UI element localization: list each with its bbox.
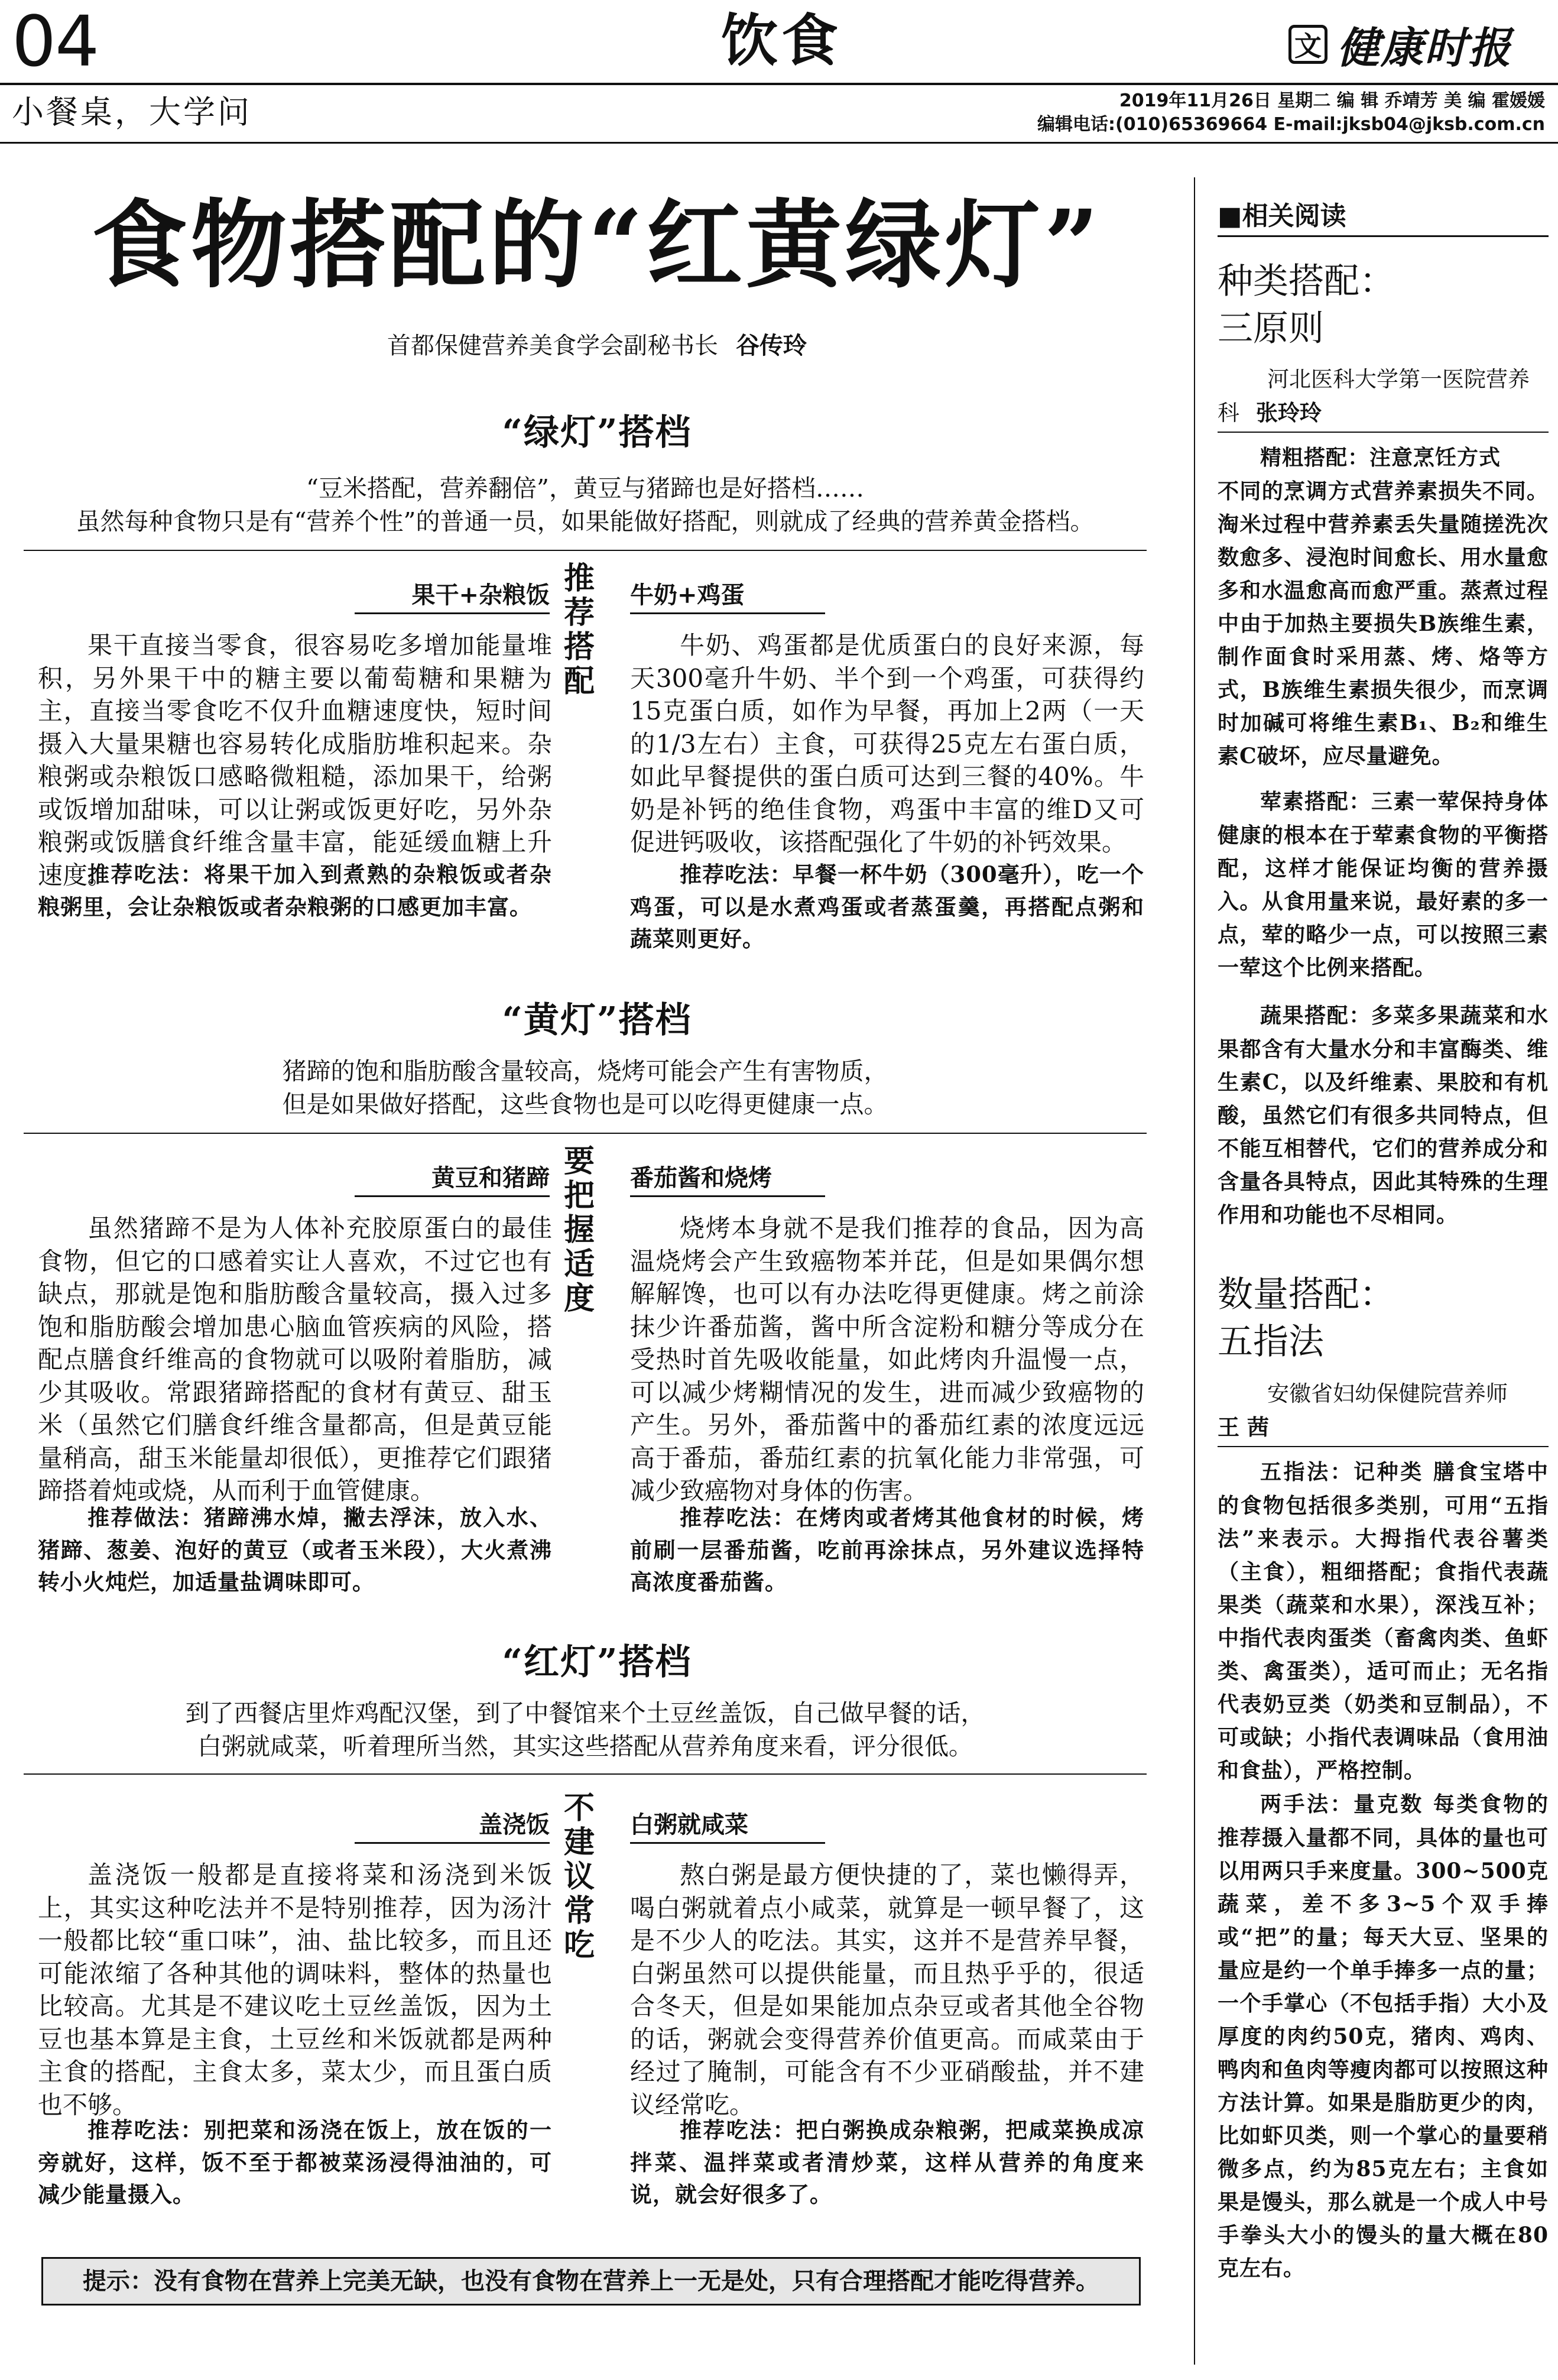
red-left-tip-label: 推荐吃法：: [87, 2118, 204, 2143]
section-name: 饮食: [721, 7, 842, 74]
green-left-tip-label: 推荐吃法：: [87, 862, 204, 887]
sidebar-part2-heading-line2: 五指法: [1218, 1321, 1324, 1363]
green-right-tip-text: 早餐一杯牛奶（300毫升），吃一个鸡蛋，可以是水煮鸡蛋或者蒸蛋羹，再搭配点粥和蔬菜则更好。: [630, 861, 1145, 952]
red-right-heading: 白粥就咸菜: [630, 1811, 748, 1838]
yellow-left-heading: 黄豆和猪蹄: [431, 1164, 550, 1192]
yellow-left-tip-text: 猪蹄沸水焯，撇去浮沫，放入水、猪蹄、葱姜、泡好的黄豆（或者玉米段），大火煮沸转小火炖烂，加适量盐调味即可。: [38, 1504, 553, 1595]
logo-mark-icon: 文: [1288, 25, 1327, 64]
green-recommend-tag: [558, 562, 601, 699]
sidebar-part1-p3: [1218, 999, 1549, 1231]
red-left-heading-rule: [355, 1842, 550, 1844]
red-right-heading-rule: [630, 1842, 825, 1844]
sidebar-part1-heading-line1: 种类搭配：: [1218, 261, 1395, 302]
red-left-body: 盖浇饭一般都是直接将菜和汤浇到米饭上，其实这种吃法并不是特别推荐，因为汤汁一般都比较“重口味”，油、盐比较多，而且还可能浓缩了各种其他的调味料，整体的热量也比较高。尤其是不建议吃土豆丝盖饭，因为土豆也基本算是主食，土豆丝和米饭就都是两种主食的搭配，主食太多，菜太少，而且蛋白质也不够。: [38, 1860, 552, 2119]
red-not-recommended-tag: [558, 1791, 601, 1963]
sidebar-title-rule: [1218, 235, 1549, 237]
red-right-body: 熬白粥是最方便快捷的了，菜也懒得弄，喝白粥就着点小咸菜，就算是一顿早餐了，这是不少人的吃法。其实，这并不是营养早餐，白粥虽然可以提供能量，而且热乎乎的，很适合冬天，但是如果能加点杂豆或者其他全谷物的话，粥就会变得营养价值更高。而咸菜由于经过了腌制，可能含有不少亚硝酸盐，并不建议经常吃。: [630, 1860, 1144, 2119]
green-right-heading-rule: [630, 612, 825, 614]
yellow-left-tip-label: 推荐做法：: [87, 1505, 204, 1531]
sidebar-divider: [1194, 177, 1195, 2365]
header-divider: [0, 142, 1558, 144]
sidebar-part2-heading: [1218, 1271, 1549, 1366]
article-byline: [59, 330, 1135, 362]
red-section-title: “红灯”搭档: [502, 1642, 692, 1683]
green-left-tip: [38, 858, 552, 923]
yellow-intro-line-2: 但是如果做好搭配，这些食物也是可以吃得更健康一点。: [282, 1090, 888, 1118]
green-left-heading-rule: [355, 612, 550, 614]
green-left-body: 果干直接当零食，很容易吃多增加能量堆积，另外果干中的糖主要以葡萄糖和果糖为主，直接当零食吃不仅升血糖速度快，短时间摄入大量果糖也容易转化成脂肪堆积起来。杂粮粥或杂粮饭口感略微粗糙，添加果干，给粥或饭增加甜味，可以让粥或饭更好吃，另外杂粮粥或饭膳食纤维含量丰富，能延缓血糖上升速度。: [38, 631, 552, 890]
green-section-title: “绿灯”搭档: [502, 412, 692, 453]
yellow-moderation-tag: [558, 1144, 601, 1316]
green-intro-line-2: 虽然每种食物只是有“营养个性”的普通一员，如果能做好搭配，则就成了经典的营养黄金搭档。: [76, 507, 1095, 536]
byline-name: 谷传玲: [736, 332, 807, 359]
yellow-left-body: 虽然猪蹄不是为人体补充胶原蛋白的最佳食物，但它的口感着实让人喜欢，不过它也有缺点，那就是饱和脂肪酸含量较高，摄入过多饱和脂肪酸会增加患心脑血管疾病的风险，搭配点膳食纤维高的食物就可以吸附着脂肪，减少其吸收。常跟猪蹄搭配的食材有黄豆、甜玉米（虽然它们膳食纤维含量都高，但是黄豆能量稍高，甜玉米能量却很低），更推荐它们跟猪蹄搭着炖或烧，从而利于血管健康。: [38, 1214, 552, 1505]
sidebar-part1-author-org: 河北医科大学第一医院营养科: [1218, 367, 1530, 426]
sidebar-part2-author-name: 王 茜: [1218, 1414, 1269, 1440]
sidebar-part2-p2-text: 每类食物的推荐摄入量都不同，具体的量也可以用两只手来度量。300~500克蔬菜，差不多3~5个双手捧或“把”的量；每天大豆、坚果的量应是约一个单手捧多一点的量；一个手掌心（不包括手指）大小及厚度的肉约50克，猪肉、鸡肉、鸭肉和鱼肉等瘦肉都可以按照这种方法计算。如果是脂肪更少的肉，比如虾贝类，则一个掌心的量要稍微多点，约为85克左右；主食如果是馒头，那么就是一个成人中号手拳头大小的馒头的量大概在80克左右。: [1218, 1792, 1549, 2281]
red-right-tip: [630, 2114, 1144, 2210]
red-left-heading: 盖浇饭: [479, 1811, 550, 1838]
red-section-rule: [24, 1773, 1147, 1775]
red-right-tip-label: 推荐吃法：: [680, 2118, 796, 2143]
yellow-right-tip-label: 推荐吃法：: [680, 1505, 796, 1531]
red-tag-text: 不建议常吃: [563, 1790, 595, 1963]
sidebar-part1-heading-line2: 三原则: [1218, 308, 1324, 349]
green-right-heading: 牛奶+鸡蛋: [630, 581, 745, 609]
phone-line: 编辑电话:(010)65369664 E-mail:jksb04@jksb.com.cn: [1037, 114, 1545, 135]
byline-title: 首都保健营养美食学会副秘书长: [387, 332, 718, 359]
yellow-right-tip: [630, 1502, 1144, 1598]
green-right-tip: [630, 858, 1144, 955]
red-left-tip-text: 别把菜和汤浇在饭上，放在饭的一旁就好，这样，饭不至于都被菜汤浸得油油的，可减少能量摄入。: [38, 2117, 553, 2207]
yellow-intro-line-1: 猪蹄的饱和脂肪酸含量较高，烧烤可能会产生有害物质，: [282, 1057, 888, 1085]
sidebar-part1-p2-text: 保持身体健康的根本在于荤素食物的平衡搭配，这样才能保证均衡的营养摄入。从食用量来说，最好素的多一点，荤的略少一点，可以按照三素一荤这个比例来搭配。: [1218, 789, 1549, 980]
sidebar-part2-p2: [1218, 1788, 1549, 2285]
sidebar-part2-author: [1218, 1377, 1549, 1444]
yellow-section-title: “黄灯”搭档: [502, 1000, 692, 1041]
yellow-right-body: 烧烤本身就不是我们推荐的食品，因为高温烧烤会产生致癌物苯并芘，但是如果偶尔想解解馋，也可以有办法吃得更健康。烤之前涂抹少许番茄酱，酱中所含淀粉和糖分等成分在受热时首先吸收能量，如此烤肉升温慢一点，可以减少烤糊情况的发生，进而减少致癌物的产生。另外，番茄酱中的番茄红素的浓度远远高于番茄，番茄红素的抗氧化能力非常强，可减少致癌物对身体的伤害。: [630, 1214, 1144, 1505]
green-intro-line-1: “豆米搭配，营养翻倍”，黄豆与猪蹄也是好搭档……: [306, 474, 864, 502]
logo-text: 健康时报: [1337, 22, 1512, 73]
red-left-tip: [38, 2114, 552, 2210]
red-intro-line-1: 到了西餐店里炸鸡配汉堡，到了中餐馆来个土豆丝盖饭，自己做早餐的话，: [185, 1699, 985, 1727]
yellow-left-heading-rule: [355, 1195, 550, 1197]
sidebar-part1-p2: [1218, 785, 1549, 984]
sidebar-part1-p3-text: 蔬菜和水果都含有大量水分和丰富酶类、维生素C，以及纤维素、果胶和有机酸，虽然它们有很多共同特点，但不能互相替代，它们的营养成分和含量各具特点，因此其特殊的生理作用和功能也不尽相同。: [1218, 1003, 1549, 1227]
sidebar-part2-heading-line1: 数量搭配：: [1218, 1274, 1395, 1315]
yellow-right-tip-text: 在烤肉或者烤其他食材的时候，烤前刷一层番茄酱，吃前再涂抹点，另外建议选择特高浓度番茄酱。: [630, 1504, 1145, 1595]
green-right-tip-label: 推荐吃法：: [680, 862, 793, 887]
green-left-tip-text: 将果干加入到煮熟的杂粮饭或者杂粮粥里，会让杂粮饭或者杂粮粥的口感更加丰富。: [38, 861, 553, 920]
bottom-tip-box: 提示：没有食物在营养上完美无缺，也没有食物在营养上一无是处，只有合理搭配才能吃得营养。: [41, 2257, 1141, 2306]
green-section-rule: [24, 550, 1147, 551]
sidebar-part2-p1: [1218, 1455, 1549, 1787]
newspaper-logo: [1288, 18, 1549, 71]
sidebar-part2-p1-label: 五指法：记种类: [1260, 1460, 1424, 1484]
sidebar-part1-p1-text: 不同的烹调方式营养素损失不同。淘米过程中营养素丢失量随搓洗次数愈多、浸泡时间愈长、用水量愈多和水温愈高而愈严重。蒸煮过程中由于加热主要损失B族维生素，制作面食时采用蒸、烤、烙等方式，B族维生素损失很少，而烹调时加碱可将维生素B₁、B₂和维生素C破坏，应尽量避免。: [1218, 479, 1549, 769]
sidebar-title: ■相关阅读: [1218, 201, 1346, 231]
green-right-body: 牛奶、鸡蛋都是优质蛋白的良好来源，每天300毫升牛奶、半个到一个鸡蛋，可获得约15克蛋白质，如作为早餐，再加上2两（一天的1/3左右）主食，可获得25克左右蛋白质，如此早餐提供的蛋白质可达到三餐的40%。牛奶是补钙的绝佳食物，鸡蛋中丰富的维D又可促进钙吸收，该搭配强化了牛奶的补钙效果。: [630, 631, 1144, 857]
yellow-left-tip: [38, 1502, 552, 1598]
sidebar-part2-rule: [1218, 1446, 1549, 1447]
article-title: 食物搭配的“红黄绿灯”: [91, 189, 1103, 301]
sidebar-part1-author: [1218, 363, 1549, 430]
sidebar-part2-p1-text: 膳食宝塔中的食物包括很多类别，可用“五指法”来表示。大拇指代表谷薯类（主食），粗细搭配；食指代表蔬果类（蔬菜和水果），深浅互补；中指代表肉蛋类（畜禽肉类、鱼虾类、禽蛋类），适可而止；无名指代表奶豆类（奶类和豆制品），不可或缺；小指代表调味品（食用油和食盐），严格控制。: [1218, 1460, 1549, 1783]
sidebar-part1-p3-label: 蔬果搭配：多菜多果: [1260, 1004, 1460, 1028]
yellow-section-rule: [24, 1133, 1147, 1134]
red-right-tip-text: 把白粥换成杂粮粥，把咸菜换成凉拌菜、温拌菜或者清炒菜，这样从营养的角度来说，就会好很多了。: [630, 2117, 1145, 2207]
sidebar-part1-p2-label: 荤素搭配：三素一荤: [1260, 790, 1460, 814]
sidebar-part2-author-org: 安徽省妇幼保健院营养师: [1267, 1381, 1508, 1406]
green-left-heading: 果干+杂粮饭: [411, 581, 550, 609]
date-line: 2019年11月26日 星期二 编 辑 乔靖芳 美 编 霍媛媛: [1119, 90, 1545, 111]
yellow-right-heading-rule: [630, 1195, 825, 1197]
sidebar-part1-heading: [1218, 258, 1549, 352]
sidebar-part1-rule: [1218, 432, 1549, 433]
sidebar-part1-author-name: 张玲玲: [1256, 400, 1322, 426]
yellow-tag-text: 要把握适度: [563, 1143, 595, 1317]
sidebar-part2-p2-label: 两手法：量克数: [1260, 1792, 1424, 1817]
masthead-divider: [0, 83, 1558, 85]
yellow-right-heading: 番茄酱和烧烤: [630, 1164, 772, 1192]
column-name: 小餐桌，大学问: [12, 93, 252, 131]
sidebar-part1-p1: [1218, 441, 1549, 773]
green-tag-text: 推荐搭配: [563, 560, 595, 699]
sidebar-part1-p1-label: 精粗搭配：注意烹饪方式: [1260, 446, 1501, 470]
red-intro-line-2: 白粥就咸菜，听着理所当然，其实这些搭配从营养角度来看，评分很低。: [197, 1732, 973, 1760]
page-number: 04: [12, 1, 99, 82]
